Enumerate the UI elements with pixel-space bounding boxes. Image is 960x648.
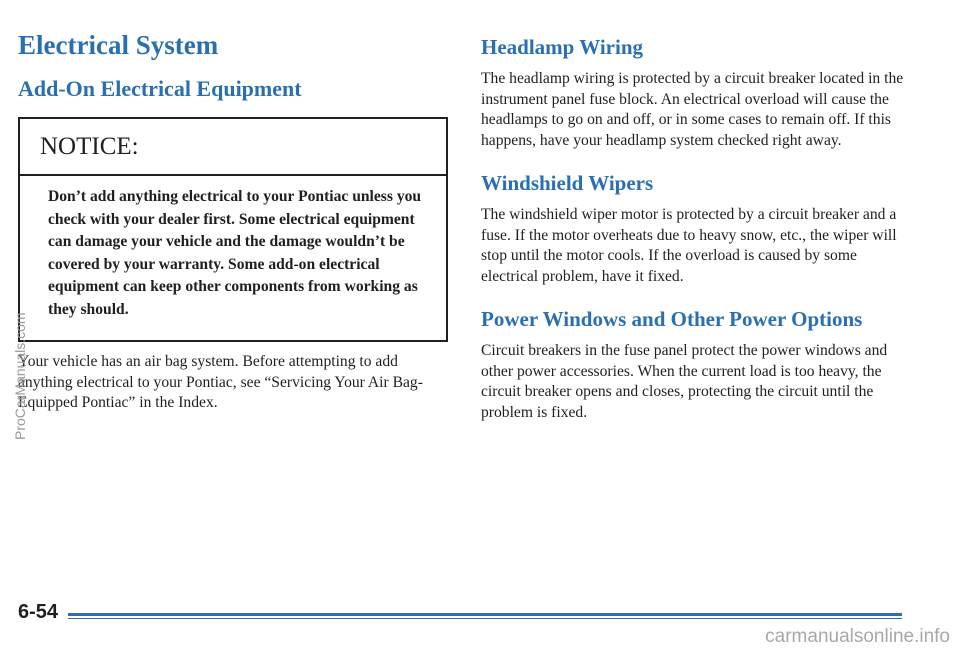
power-windows-text: Circuit breakers in the fuse panel protect the power windows and other power accessories. When the current load is too heavy, the circuit breaker opens and closes, protecting the circuit until the problem is fixed. xyxy=(481,342,888,421)
headlamp-wiring-heading: Headlamp Wiring xyxy=(481,35,644,59)
notice-box xyxy=(18,117,448,342)
bottom-watermark: carmanualsonline.info xyxy=(765,626,950,647)
notice-text: Don’t add anything electrical to your Pontiac unless you check with your dealer first. Some electrical equipment can damage your vehicle and the damage wouldn’t be covered by your warranty. Some add-on electrical equipment can keep other components from working as they should. xyxy=(48,188,422,318)
footer-rule xyxy=(68,613,902,616)
subsection-title: Add-On Electrical Equipment xyxy=(18,76,302,101)
right-column xyxy=(481,35,911,443)
notice-title: NOTICE: xyxy=(20,119,446,176)
headlamp-wiring-text: The headlamp wiring is protected by a circuit breaker located in the instrument panel fuse block. An electrical overload will cause the headlamps to go on and off, or in some cases to remain off. If this happens, have your headlamp system checked right away. xyxy=(481,70,904,149)
windshield-wipers-heading: Windshield Wipers xyxy=(481,171,654,195)
footer-rule-thin xyxy=(68,618,902,619)
page-footer xyxy=(18,601,902,623)
air-bag-paragraph: Your vehicle has an air bag system. Before attempting to add anything electrical to your Pontiac, see “Servicing Your Air Bag-Equipped Pontiac” in the Index. xyxy=(18,353,423,411)
windshield-wipers-text: The windshield wiper motor is protected by a circuit breaker and a fuse. If the motor overheats due to heavy snow, etc., the wiper will stop until the motor cools. If the overload is caused by some electrical problem, have it fixed. xyxy=(481,206,897,285)
page-number: 6-54 xyxy=(18,601,59,623)
power-windows-heading: Power Windows and Other Power Options xyxy=(481,307,863,331)
side-watermark: ProCarManuals.com xyxy=(12,312,28,440)
section-title: Electrical System xyxy=(18,30,219,60)
